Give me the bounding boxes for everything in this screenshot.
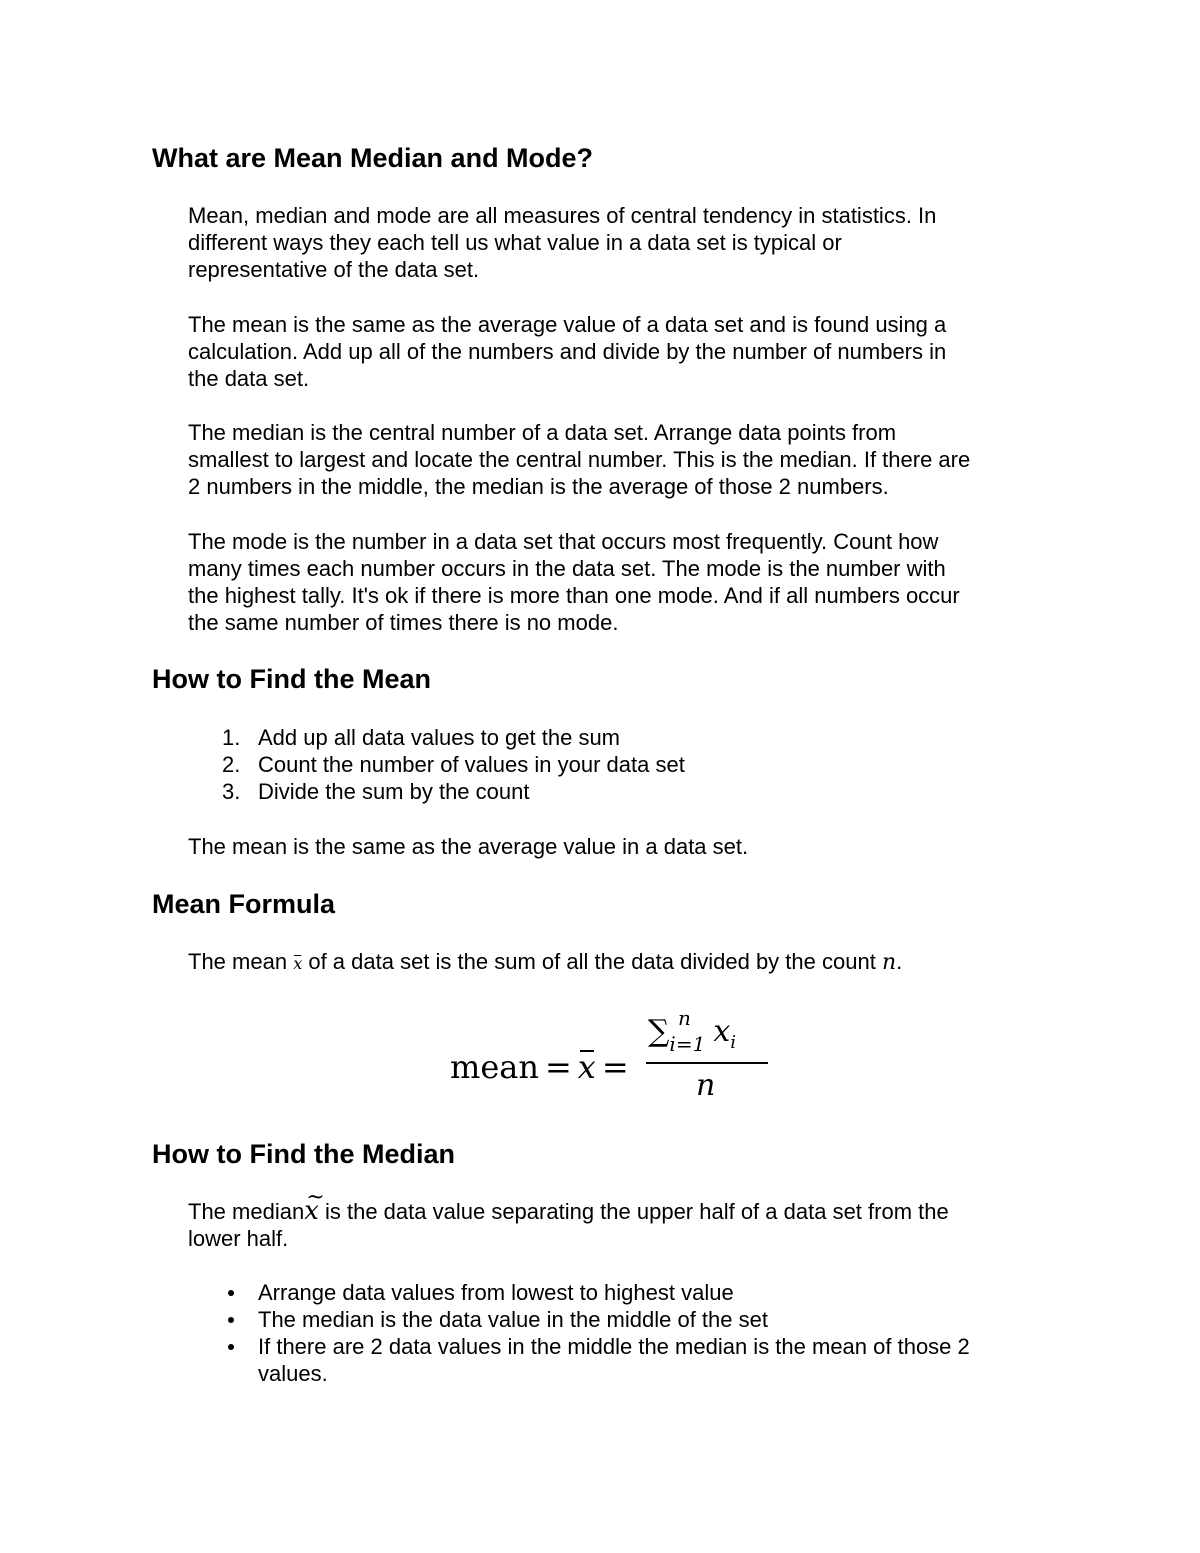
text-line: The mode is the number in a data set that occurs most frequently. Count how <box>188 529 939 554</box>
text-line <box>188 1198 1038 1225</box>
text-line: 2 numbers in the middle, the median is the average of those 2 numbers. <box>188 474 889 499</box>
formula-xbar: x <box>577 1048 596 1086</box>
text-line: the data set. <box>188 366 310 391</box>
sentence-middle: of a data set is the sum of all the data divided by the count <box>308 949 876 974</box>
sum-term <box>713 1014 736 1053</box>
median-bullet-list <box>188 1279 1038 1387</box>
list-number: 1. <box>222 725 241 750</box>
list-item <box>188 751 1038 778</box>
list-item <box>188 778 1038 805</box>
formula-equals: = <box>544 1048 572 1086</box>
list-item-text: The median is the data value in the middle of the set <box>258 1307 768 1332</box>
formula-mean-word: mean <box>450 1048 539 1086</box>
xtilde-symbol: ~ x <box>304 1198 319 1225</box>
intro-paragraph-1 <box>188 202 1038 283</box>
heading-what-are-mean-median-mode: What are Mean Median and Mode? <box>152 143 594 173</box>
text-line: calculation. Add up all of the numbers and divide by the number of numbers in <box>188 339 947 364</box>
text-line: smallest to largest and locate the central number. This is the median. If there are <box>188 447 971 472</box>
text-line: representative of the data set. <box>188 257 480 282</box>
bullet-dot <box>228 1290 234 1296</box>
heading-how-to-find-mean: How to Find the Mean <box>152 664 431 694</box>
median-definition <box>188 1198 1038 1252</box>
list-number: 2. <box>222 752 241 777</box>
formula-fraction <box>646 1006 768 1110</box>
list-item-text: If there are 2 data values in the middle the median is the mean of those 2 <box>258 1334 970 1359</box>
bullet-dot <box>228 1317 234 1323</box>
formula-denominator: n <box>696 1068 716 1103</box>
sentence-start: The mean <box>188 949 288 974</box>
text-line: The mean is the same as the average value in a data set. <box>188 834 749 859</box>
mean-formula-sentence <box>188 948 1038 977</box>
mean-steps-list <box>188 724 1038 805</box>
list-item-text: Arrange data values from lowest to highest value <box>258 1280 734 1305</box>
mean-formula-equation <box>448 1006 788 1110</box>
text-line <box>188 948 1038 977</box>
formula-equals: = <box>601 1048 629 1086</box>
heading-how-to-find-median: How to Find the Median <box>152 1139 455 1169</box>
text-line: the same number of times there is no mode. <box>188 610 619 635</box>
mean-note <box>188 833 1038 860</box>
list-item <box>188 1333 1038 1387</box>
xbar-symbol: x <box>293 950 302 977</box>
list-item <box>188 1306 1038 1333</box>
list-number: 3. <box>222 779 241 804</box>
formula-numerator <box>648 1006 768 1056</box>
term-subscript: i <box>730 1032 736 1053</box>
list-item-text: Add up all data values to get the sum <box>258 725 621 750</box>
term-var: x <box>713 1014 731 1049</box>
sentence-start: The median <box>188 1199 305 1224</box>
bullet-dot <box>228 1344 234 1350</box>
sum-symbol: ∑ <box>648 1014 670 1049</box>
list-item <box>188 1279 1038 1306</box>
text-line: lower half. <box>188 1226 289 1251</box>
list-item-text: Divide the sum by the count <box>258 779 530 804</box>
list-item-text-continued: values. <box>258 1361 328 1386</box>
sum-lower-limit: i=1 <box>669 1032 706 1056</box>
list-item <box>188 724 1038 751</box>
sentence-end: . <box>896 949 903 974</box>
sum-upper-limit: n <box>678 1006 691 1030</box>
intro-paragraph-4 <box>188 528 1038 636</box>
n-symbol: n <box>881 950 897 975</box>
text-line: different ways they each tell us what value in a data set is typical or <box>188 230 842 255</box>
fraction-bar <box>646 1062 768 1064</box>
list-item-text: Count the number of values in your data set <box>258 752 685 777</box>
text-line: the highest tally. It's ok if there is more than one mode. And if all numbers occur <box>188 583 960 608</box>
text-line: The mean is the same as the average value of a data set and is found using a <box>188 312 947 337</box>
intro-paragraph-3 <box>188 419 1038 500</box>
heading-mean-formula: Mean Formula <box>152 889 336 919</box>
text-line: The median is the central number of a data set. Arrange data points from <box>188 420 897 445</box>
text-line: many times each number occurs in the data set. The mode is the number with <box>188 556 946 581</box>
text-line: Mean, median and mode are all measures of central tendency in statistics. In <box>188 203 937 228</box>
formula-lhs <box>450 1048 635 1086</box>
sentence-rest: is the data value separating the upper half of a data set from the <box>324 1199 949 1224</box>
intro-paragraph-2 <box>188 311 1038 392</box>
